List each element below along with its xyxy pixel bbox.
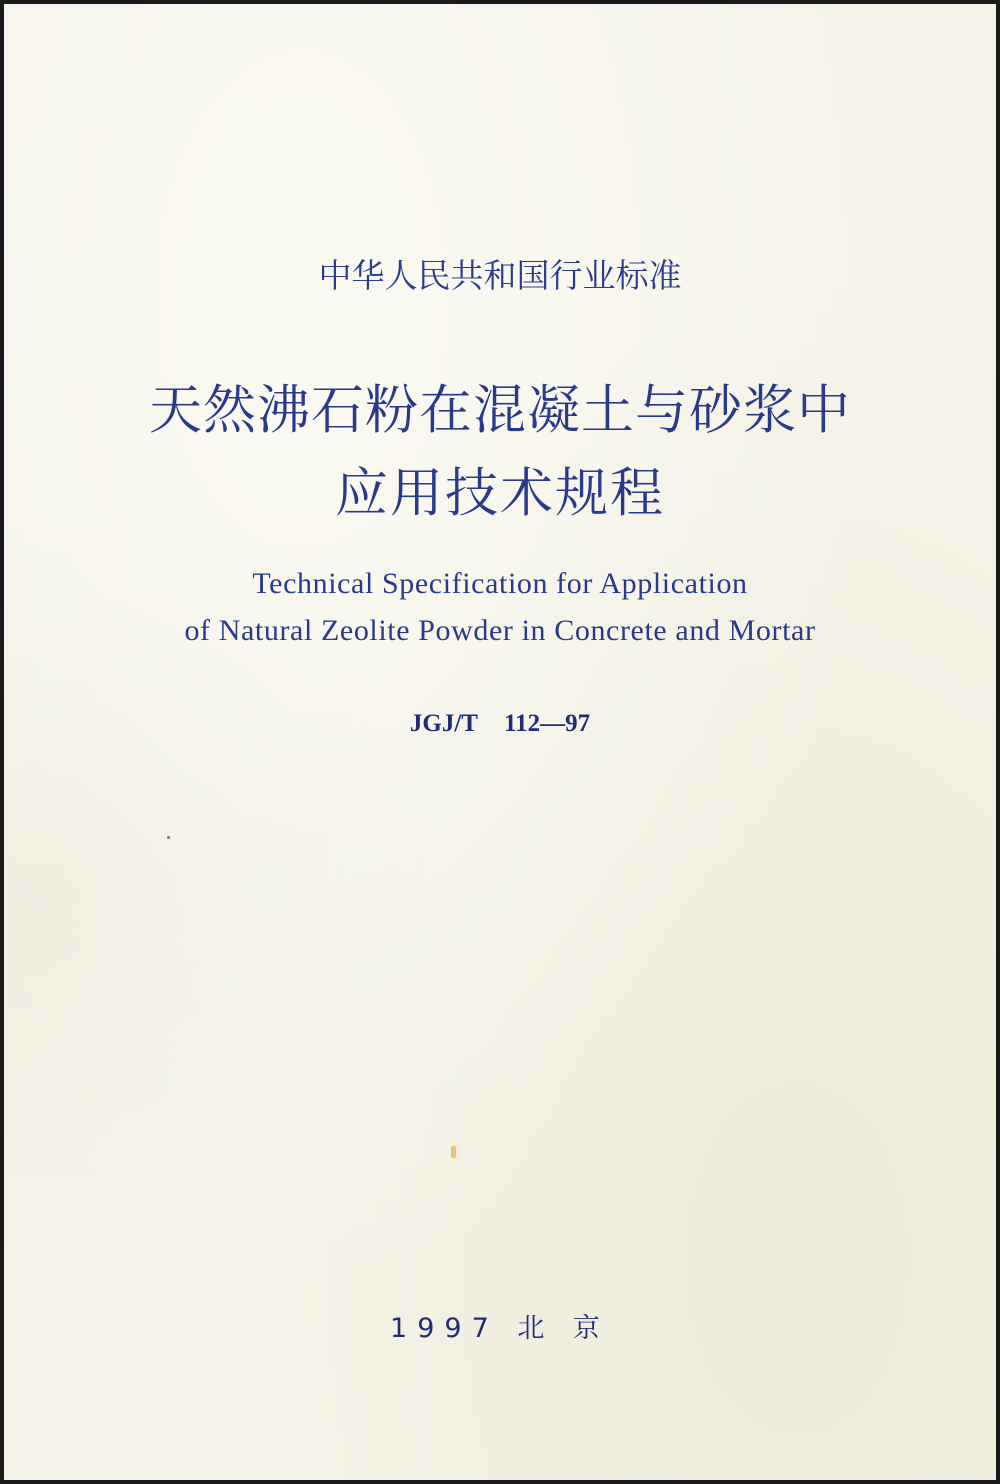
standard-code-prefix: JGJ/T — [409, 710, 478, 737]
standard-code-number: 112—97 — [503, 710, 591, 737]
chinese-title-line-2: 应用技术规程 — [335, 463, 665, 524]
english-title-line-1: Technical Specification for Application — [252, 567, 748, 600]
paper-stain — [451, 1146, 456, 1158]
english-title-line-2: of Natural Zeolite Powder in Concrete and Mortar — [184, 614, 816, 647]
chinese-title-line-1: 天然沸石粉在混凝土与砂浆中 — [149, 380, 851, 441]
publication-year-and-place: 1997 北 京 — [390, 1313, 610, 1344]
document-cover-page — [4, 4, 996, 1480]
paper-speck — [167, 836, 170, 839]
standard-category-label: 中华人民共和国行业标准 — [318, 256, 682, 295]
standard-code — [4, 710, 996, 738]
